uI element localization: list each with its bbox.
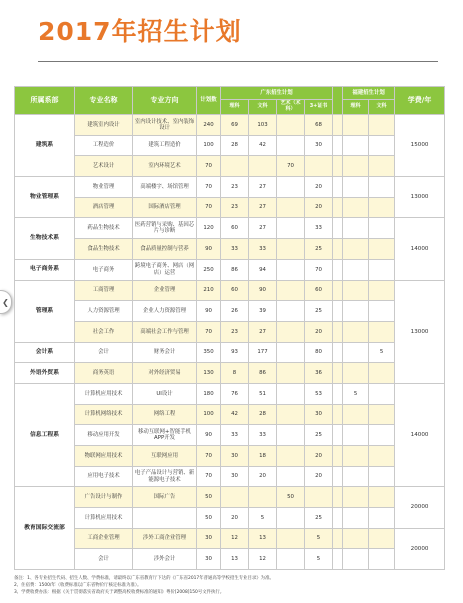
spacer-cell (333, 197, 343, 218)
spacer-cell (333, 301, 343, 322)
table-row (15, 156, 445, 177)
direction-cell: 高端楼宇、场馆管理 (133, 177, 197, 198)
table-row (15, 487, 445, 508)
fee-cell: 20000 (395, 528, 445, 569)
spacer-cell (333, 239, 343, 260)
arts-cell: 27 (249, 177, 277, 198)
header-fj-group: 福建招生计划 (343, 87, 395, 100)
spacer-cell (333, 466, 343, 487)
table-row (15, 425, 445, 446)
arts-cell: 20 (249, 466, 277, 487)
art-tech-cell (277, 342, 305, 363)
dept-cell: 外语外贸系 (15, 363, 75, 384)
table-row (15, 528, 445, 549)
fj-arts-cell (369, 197, 395, 218)
direction-cell: 财务会计 (133, 342, 197, 363)
spacer-cell (333, 446, 343, 467)
arts-cell: 33 (249, 425, 277, 446)
science-cell: 33 (221, 425, 249, 446)
cert-cell: 20 (305, 197, 333, 218)
plan-cell: 70 (197, 446, 221, 467)
header-dept: 所属系部 (15, 87, 75, 115)
plan-cell: 70 (197, 177, 221, 198)
art-tech-cell (277, 259, 305, 280)
fj-arts-cell (369, 363, 395, 384)
table-row (15, 383, 445, 404)
major-cell: 广告设计与制作 (75, 487, 133, 508)
enrollment-table (14, 86, 445, 570)
art-tech-cell (277, 446, 305, 467)
fj-arts-cell (369, 404, 395, 425)
plan-cell: 90 (197, 301, 221, 322)
fj-arts-cell (369, 321, 395, 342)
fj-science-cell (343, 280, 369, 301)
dept-cell: 信息工程系 (15, 383, 75, 486)
fee-cell: 13000 (395, 280, 445, 383)
fj-science-cell: 5 (343, 383, 369, 404)
arts-cell (249, 156, 277, 177)
arts-cell: 5 (249, 508, 277, 529)
arts-cell: 90 (249, 280, 277, 301)
science-cell (221, 487, 249, 508)
cert-cell: 20 (305, 177, 333, 198)
cert-cell: 25 (305, 301, 333, 322)
art-tech-cell (277, 363, 305, 384)
fj-science-cell (343, 549, 369, 570)
table-row (15, 549, 445, 570)
fj-science-cell (343, 218, 369, 239)
fj-science-cell (343, 259, 369, 280)
major-cell: 应用电子技术 (75, 466, 133, 487)
fj-science-cell (343, 528, 369, 549)
spacer-cell (333, 156, 343, 177)
header-science: 理科 (221, 100, 249, 115)
cert-cell: 5 (305, 549, 333, 570)
science-cell: 86 (221, 259, 249, 280)
fj-arts-cell (369, 259, 395, 280)
science-cell: 76 (221, 383, 249, 404)
arts-cell: 177 (249, 342, 277, 363)
note-line: 备注：1、各专业招生代码、招生人数、学费标准，请最终以广东省教育厅下达的《广东省2017年普通高等学校招生专业目录》为准。 (14, 576, 274, 581)
fj-science-cell (343, 404, 369, 425)
note-line: 2、住宿费：1500/年（收费标准以广东省物价厅核定标准为准）。 (14, 582, 142, 588)
direction-cell (133, 508, 197, 529)
fj-arts-cell (369, 487, 395, 508)
arts-cell: 86 (249, 363, 277, 384)
science-cell: 28 (221, 135, 249, 156)
cert-cell: 36 (305, 363, 333, 384)
art-tech-cell (277, 528, 305, 549)
art-tech-cell (277, 383, 305, 404)
header-cert: 3+证书 (305, 100, 333, 115)
prev-arrow-icon[interactable]: ❮ (0, 290, 12, 314)
arts-cell: 94 (249, 259, 277, 280)
art-tech-cell (277, 197, 305, 218)
cert-cell: 68 (305, 115, 333, 136)
table-row (15, 446, 445, 467)
cert-cell: 25 (305, 239, 333, 260)
dept-cell: 教育国际交流部 (15, 487, 75, 570)
direction-cell: 企业人力资源管理 (133, 301, 197, 322)
fj-science-cell (343, 177, 369, 198)
fj-arts-cell (369, 446, 395, 467)
plan-cell: 120 (197, 218, 221, 239)
plan-cell: 90 (197, 425, 221, 446)
fj-arts-cell (369, 280, 395, 301)
note-line: 3、学费收费办法：根据《关于贯彻落实省政府关于调整高校收费标准的通知》粤价[2008]150号文件执行。 (14, 589, 225, 595)
header-fj-arts: 文科 (369, 100, 395, 115)
cert-cell: 30 (305, 404, 333, 425)
header-art-tech: 艺术（术科） (277, 100, 305, 115)
notes-section (14, 576, 450, 596)
major-cell: 计算机应用技术 (75, 383, 133, 404)
fj-arts-cell (369, 135, 395, 156)
art-tech-cell (277, 301, 305, 322)
fj-arts-cell (369, 383, 395, 404)
spacer-cell (333, 383, 343, 404)
direction-cell: 室内设计技术、室内装饰设计 (133, 115, 197, 136)
table-row (15, 280, 445, 301)
fee-cell: 14000 (395, 218, 445, 280)
plan-cell: 90 (197, 239, 221, 260)
art-tech-cell: 70 (277, 156, 305, 177)
major-cell: 酒店管理 (75, 197, 133, 218)
direction-cell: 建筑工程造价 (133, 135, 197, 156)
table-row (15, 404, 445, 425)
dept-cell: 建筑系 (15, 115, 75, 177)
major-cell: 物联网应用技术 (75, 446, 133, 467)
fj-science-cell (343, 321, 369, 342)
table-row (15, 321, 445, 342)
major-cell: 电子商务 (75, 259, 133, 280)
header-spacer (333, 87, 343, 115)
major-cell: 会计 (75, 342, 133, 363)
spacer-cell (333, 218, 343, 239)
spacer-cell (333, 115, 343, 136)
art-tech-cell (277, 466, 305, 487)
direction-cell: 室内环境艺术 (133, 156, 197, 177)
direction-cell: 网络工程 (133, 404, 197, 425)
header-plan: 计划数 (197, 87, 221, 115)
science-cell: 60 (221, 218, 249, 239)
major-cell: 工商管理 (75, 280, 133, 301)
table-row (15, 342, 445, 363)
arts-cell: 39 (249, 301, 277, 322)
fj-arts-cell (369, 218, 395, 239)
fj-science-cell (343, 239, 369, 260)
major-cell: 工商企业管理 (75, 528, 133, 549)
direction-cell: UI设计 (133, 383, 197, 404)
fj-science-cell (343, 342, 369, 363)
science-cell: 69 (221, 115, 249, 136)
direction-cell: 跨境电子商务、网店（网店）运营 (133, 259, 197, 280)
major-cell: 食品生物技术 (75, 239, 133, 260)
fj-arts-cell (369, 301, 395, 322)
cert-cell: 80 (305, 342, 333, 363)
science-cell: 30 (221, 446, 249, 467)
science-cell: 23 (221, 321, 249, 342)
arts-cell: 51 (249, 383, 277, 404)
fj-science-cell (343, 425, 369, 446)
header-fee: 学费/年 (395, 87, 445, 115)
header-direction: 专业方向 (133, 87, 197, 115)
science-cell: 23 (221, 177, 249, 198)
header-arts: 文科 (249, 100, 277, 115)
science-cell: 60 (221, 280, 249, 301)
cert-cell: 30 (305, 135, 333, 156)
arts-cell: 18 (249, 446, 277, 467)
plan-cell: 70 (197, 156, 221, 177)
cert-cell (305, 487, 333, 508)
cert-cell (305, 156, 333, 177)
table-row (15, 135, 445, 156)
major-cell: 建筑室内设计 (75, 115, 133, 136)
major-cell: 社会工作 (75, 321, 133, 342)
plan-cell: 180 (197, 383, 221, 404)
major-cell: 计算机网络技术 (75, 404, 133, 425)
arts-cell: 13 (249, 528, 277, 549)
plan-cell: 70 (197, 321, 221, 342)
plan-cell: 70 (197, 197, 221, 218)
header-major: 专业名称 (75, 87, 133, 115)
spacer-cell (333, 321, 343, 342)
plan-cell: 50 (197, 487, 221, 508)
fj-science-cell (343, 466, 369, 487)
title-divider (38, 61, 438, 62)
header-fj-science: 理科 (343, 100, 369, 115)
science-cell: 93 (221, 342, 249, 363)
major-cell: 会计 (75, 549, 133, 570)
plan-cell: 130 (197, 363, 221, 384)
major-cell: 药品生物技术 (75, 218, 133, 239)
plan-cell: 30 (197, 528, 221, 549)
spacer-cell (333, 135, 343, 156)
science-cell: 33 (221, 239, 249, 260)
cert-cell: 20 (305, 466, 333, 487)
art-tech-cell (277, 239, 305, 260)
major-cell: 移动应用开发 (75, 425, 133, 446)
spacer-cell (333, 342, 343, 363)
art-tech-cell (277, 280, 305, 301)
science-cell: 23 (221, 197, 249, 218)
fj-arts-cell (369, 425, 395, 446)
fj-arts-cell: 5 (369, 342, 395, 363)
fj-science-cell (343, 508, 369, 529)
table-row (15, 218, 445, 239)
cert-cell: 5 (305, 528, 333, 549)
table-row (15, 115, 445, 136)
fee-cell: 20000 (395, 487, 445, 528)
cert-cell: 25 (305, 508, 333, 529)
arts-cell: 27 (249, 197, 277, 218)
science-cell: 42 (221, 404, 249, 425)
spacer-cell (333, 363, 343, 384)
cert-cell: 20 (305, 446, 333, 467)
table-row (15, 259, 445, 280)
plan-cell: 240 (197, 115, 221, 136)
fj-arts-cell (369, 115, 395, 136)
fj-arts-cell (369, 239, 395, 260)
fj-science-cell (343, 487, 369, 508)
table-row (15, 466, 445, 487)
plan-cell: 100 (197, 135, 221, 156)
fj-science-cell (343, 197, 369, 218)
fee-cell: 14000 (395, 383, 445, 486)
art-tech-cell (277, 177, 305, 198)
header-gd-group: 广东招生计划 (221, 87, 333, 100)
page-title: 2017年招生计划 (38, 17, 242, 46)
direction-cell: 企业管理 (133, 280, 197, 301)
art-tech-cell (277, 321, 305, 342)
fj-arts-cell (369, 466, 395, 487)
table-row (15, 301, 445, 322)
plan-cell: 100 (197, 404, 221, 425)
fj-arts-cell (369, 156, 395, 177)
dept-cell: 会计系 (15, 342, 75, 363)
table-row (15, 239, 445, 260)
fee-cell: 15000 (395, 115, 445, 177)
spacer-cell (333, 259, 343, 280)
direction-cell: 对外经济贸易 (133, 363, 197, 384)
fj-science-cell (343, 135, 369, 156)
major-cell: 艺术设计 (75, 156, 133, 177)
spacer-cell (333, 177, 343, 198)
science-cell: 13 (221, 549, 249, 570)
major-cell: 商务英语 (75, 363, 133, 384)
science-cell: 12 (221, 528, 249, 549)
plan-cell: 210 (197, 280, 221, 301)
fj-arts-cell (369, 508, 395, 529)
arts-cell (249, 487, 277, 508)
fj-science-cell (343, 363, 369, 384)
major-cell: 人力资源管理 (75, 301, 133, 322)
art-tech-cell (277, 425, 305, 446)
arts-cell: 12 (249, 549, 277, 570)
spacer-cell (333, 280, 343, 301)
spacer-cell (333, 528, 343, 549)
direction-cell: 国际广告 (133, 487, 197, 508)
fj-science-cell (343, 115, 369, 136)
major-cell: 工程造价 (75, 135, 133, 156)
spacer-cell (333, 404, 343, 425)
dept-cell: 管理系 (15, 280, 75, 342)
direction-cell: 涉外工商企业管理 (133, 528, 197, 549)
cert-cell: 33 (305, 218, 333, 239)
science-cell: 26 (221, 301, 249, 322)
fj-science-cell (343, 446, 369, 467)
cert-cell: 20 (305, 321, 333, 342)
arts-cell: 33 (249, 239, 277, 260)
arts-cell: 27 (249, 218, 277, 239)
plan-cell: 70 (197, 466, 221, 487)
fj-arts-cell (369, 177, 395, 198)
major-cell: 物业管理 (75, 177, 133, 198)
direction-cell: 国际酒店管理 (133, 197, 197, 218)
table-row (15, 508, 445, 529)
direction-cell: 电子产品设计与营销、新能源电子技术 (133, 466, 197, 487)
table-row (15, 197, 445, 218)
arts-cell: 42 (249, 135, 277, 156)
art-tech-cell (277, 135, 305, 156)
cert-cell: 53 (305, 383, 333, 404)
dept-cell: 电子商务系 (15, 259, 75, 280)
art-tech-cell (277, 218, 305, 239)
art-tech-cell: 50 (277, 487, 305, 508)
direction-cell: 食品质量控制与营养 (133, 239, 197, 260)
direction-cell: 互联网应用 (133, 446, 197, 467)
fee-cell: 13000 (395, 177, 445, 218)
table-row (15, 363, 445, 384)
cert-cell: 60 (305, 280, 333, 301)
major-cell: 计算机应用技术 (75, 508, 133, 529)
arts-cell: 28 (249, 404, 277, 425)
direction-cell: 医药营销与采购、基因芯片与诊断 (133, 218, 197, 239)
spacer-cell (333, 508, 343, 529)
cert-cell: 70 (305, 259, 333, 280)
cert-cell: 25 (305, 425, 333, 446)
dept-cell: 物业管理系 (15, 177, 75, 218)
plan-cell: 30 (197, 549, 221, 570)
art-tech-cell (277, 549, 305, 570)
plan-cell: 50 (197, 508, 221, 529)
table-row (15, 177, 445, 198)
art-tech-cell (277, 404, 305, 425)
plan-cell: 250 (197, 259, 221, 280)
spacer-cell (333, 549, 343, 570)
direction-cell: 移动互联网+智能手机APP开发 (133, 425, 197, 446)
dept-cell: 生物技术系 (15, 218, 75, 259)
art-tech-cell (277, 115, 305, 136)
fj-science-cell (343, 156, 369, 177)
direction-cell: 涉外会计 (133, 549, 197, 570)
direction-cell: 高端社会工作与管理 (133, 321, 197, 342)
arts-cell: 27 (249, 321, 277, 342)
art-tech-cell (277, 508, 305, 529)
plan-cell: 350 (197, 342, 221, 363)
fj-arts-cell (369, 549, 395, 570)
spacer-cell (333, 425, 343, 446)
science-cell (221, 156, 249, 177)
science-cell: 30 (221, 466, 249, 487)
science-cell: 20 (221, 508, 249, 529)
spacer-cell (333, 487, 343, 508)
fj-science-cell (343, 301, 369, 322)
arts-cell: 103 (249, 115, 277, 136)
science-cell: 8 (221, 363, 249, 384)
fj-arts-cell (369, 528, 395, 549)
